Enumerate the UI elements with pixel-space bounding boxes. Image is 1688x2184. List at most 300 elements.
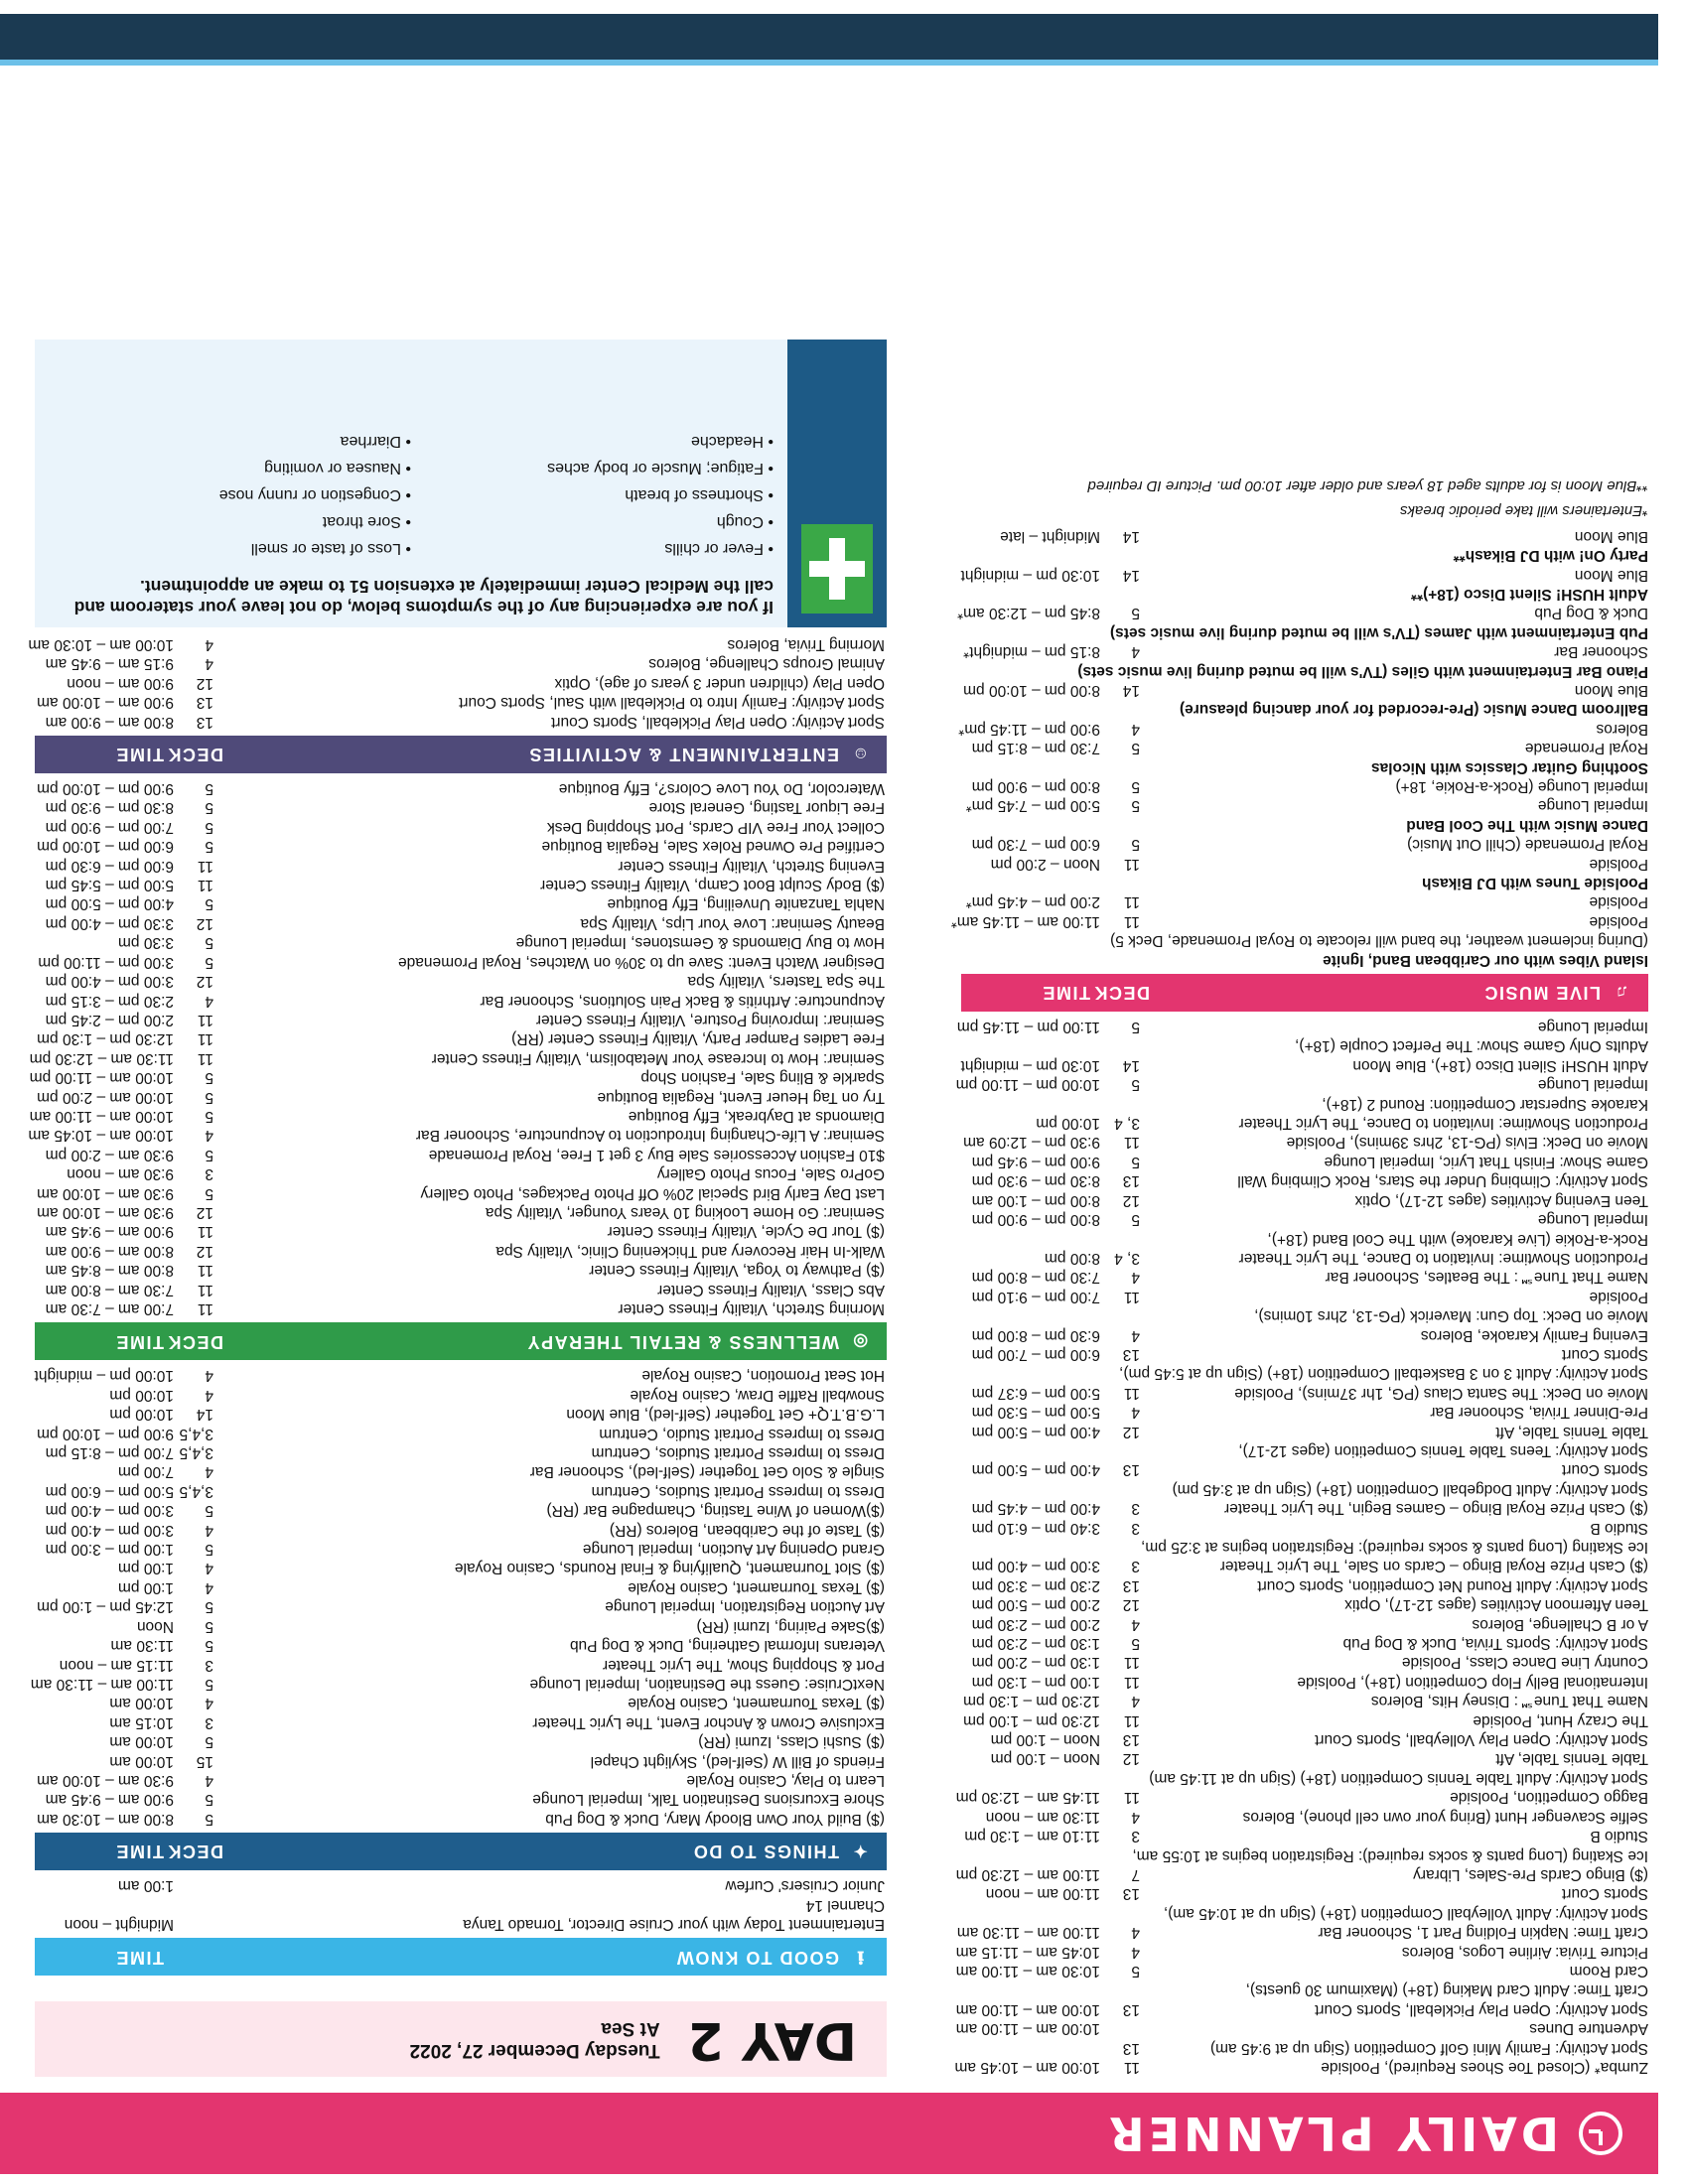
list-item (961, 1036, 1648, 1055)
event-deck: 5 (205, 934, 213, 952)
symptom-item: • Fatigue; Muscle or body aches (547, 459, 774, 477)
event-time: Noon (136, 1617, 174, 1635)
event-name: Evening Family Karaoke, Boleros (1420, 1326, 1648, 1344)
event-deck: 5 (205, 895, 213, 913)
event-name: Sport Activity: Adult Round Net Competition, Sports Court (1257, 1576, 1648, 1594)
list-item (35, 817, 887, 836)
event-deck: 12 (1122, 1423, 1140, 1440)
event-name: Acupuncture: Arthritis & Back Pain Solutions, Schooner Bar (480, 992, 885, 1010)
event-deck: 5 (205, 1069, 213, 1087)
event-name: Ice Skating (Long pants & socks required): Registration begins at 10:55 am, (1132, 1846, 1648, 1864)
event-deck: 15 (196, 1752, 213, 1770)
event-name: Production Showtime: Invitation to Dance, The Lyric Theater (1238, 1249, 1648, 1267)
event-name: Adventure Dunes (1529, 2020, 1648, 2038)
event-deck: 11 (1123, 1384, 1140, 1402)
event-name: Channel 14 (805, 1896, 885, 1914)
list-item (961, 1345, 1648, 1364)
event-name: Poolside (1589, 855, 1648, 873)
list-item (961, 661, 1648, 680)
event-name: Imperial Lounge (1537, 1019, 1648, 1036)
event-name: Veterans Informal Gathering, Duck & Dog Pub (569, 1637, 885, 1655)
event-deck: 5 (205, 1502, 213, 1520)
event-time: 10:00 am – 10:45 am (954, 2059, 1100, 2076)
event-name: Free Ladies Pamper Party, Vitality Fitness Center (RR) (511, 1030, 885, 1048)
event-deck: 5 (1131, 1211, 1140, 1229)
event-time: 7:00 pm – 8:15 pm (45, 1444, 174, 1462)
event-deck: 13 (1122, 2000, 1140, 2018)
event-deck: 4 (1131, 1326, 1140, 1344)
section-deck-header: DECK (166, 745, 223, 765)
event-deck: 4 (1131, 1615, 1140, 1633)
event-time: 7:30 pm – 8:15 pm (971, 740, 1100, 757)
event-name: Karaoke Superstar Competition: Round 2 (18+), (1322, 1095, 1648, 1113)
event-time: 10:00 am – 11:00 am (955, 2020, 1100, 2038)
event-name: Diamonds at Daybreak, Effy Boutique (628, 1107, 885, 1125)
event-name: Sport Activity: Sports Trivia, Duck & Dog Pub (1342, 1635, 1648, 1653)
list-item (35, 952, 887, 971)
event-time: 6:00 pm – 6:30 pm (45, 857, 174, 875)
event-deck: 11 (197, 877, 213, 894)
event-deck: 4 (1131, 1943, 1140, 1961)
event-time: 8:00 pm – 9:00 pm (971, 1211, 1100, 1229)
list-item (35, 1540, 887, 1559)
event-time: 5:00 pm – 7:45 pm* (965, 797, 1100, 815)
event-name: Ballroom Dance Music (Pre-recorded for your dancing pleasure) (1179, 701, 1648, 719)
event-deck: 5 (205, 1184, 213, 1202)
list-item (955, 1075, 1648, 1094)
event-name: Exclusive Crown & Anchor Event, The Lyric Theater (532, 1713, 885, 1731)
list-item (35, 1385, 887, 1404)
event-deck: 5 (205, 780, 213, 798)
event-deck: 4 (1131, 1808, 1140, 1826)
symptom-item: • Diarrhea (340, 432, 411, 450)
event-deck: 5 (1131, 1153, 1140, 1170)
event-deck: 11 (197, 857, 213, 875)
event-time: 8:00 am – 10:30 am (37, 1810, 174, 1828)
planner-banner (0, 2093, 1658, 2174)
day-date (410, 2017, 660, 2061)
section-title: WELLNESS & RETAIL THERAPY (526, 1331, 839, 1352)
event-deck: 3 (1131, 1828, 1140, 1845)
event-time: 11:00 pm – 11:45 pm (956, 1019, 1100, 1036)
section-title: THINGS TO DO (692, 1842, 839, 1862)
event-time: 8:00 pm – 9:00 pm (971, 778, 1100, 795)
event-name: Sport Activity: Open Play Pickleball, Sports Court (1315, 2000, 1648, 2018)
event-time: 10:00 pm – midnight (34, 1367, 174, 1385)
event-time: 10:15 am (109, 1713, 174, 1731)
event-name: Sports Court (1561, 1885, 1648, 1903)
event-name: Animal Groups Challenge, Boleros (648, 655, 885, 673)
event-name: Entertainment Today with your Cruise Director, Tornado Tanya (463, 1916, 885, 1933)
event-time: 3:40 pm – 6:10 pm (971, 1519, 1100, 1537)
list-item (35, 1222, 887, 1241)
list-item (961, 1710, 1648, 1729)
event-deck: 4 (1131, 1269, 1140, 1287)
event-name: ($) Tour De Cycle, Vitality Fitness Center (607, 1223, 885, 1241)
event-name: Imperial Lounge (1537, 797, 1648, 815)
event-name: Seminar: How to Increase Your Metabolism, Vitality Fitness Center (431, 1049, 885, 1067)
list-item (961, 1094, 1648, 1113)
event-name: Soothing Guitar Classics with Nicolas (1370, 758, 1648, 776)
section-live-music (961, 974, 1648, 1012)
event-time: 4:00 pm – 5:00 pm (971, 1423, 1100, 1440)
event-time: 12:30 pm – 1:30 pm (37, 1030, 174, 1048)
event-deck: 11 (1123, 1134, 1140, 1152)
list-item (956, 1018, 1648, 1036)
event-deck: 14 (1122, 566, 1140, 584)
event-name: ($) Sushi Class, Izumi (RR) (698, 1733, 885, 1751)
event-time: 4:00 pm – 5:00 pm (45, 895, 174, 913)
event-deck: 11 (197, 1300, 213, 1318)
event-time: 9:00 am – 9:45 am (45, 1223, 174, 1241)
event-name: Picture Trivia: Airline Logos, Boleros (1401, 1943, 1648, 1961)
event-time: 11:00 am – 11:30 am (30, 1675, 174, 1693)
event-name: Sport Activity: Family Intro to Pickleball with Saul, Sports Court (459, 694, 885, 712)
list-item (961, 1769, 1648, 1788)
list-item (35, 712, 887, 731)
event-time: 10:00 pm (109, 1386, 174, 1404)
section-deck-header: DECK (166, 1331, 223, 1352)
section-wellness (35, 1322, 887, 1360)
list-item (961, 1807, 1648, 1826)
event-deck: 4 (1131, 1693, 1140, 1710)
event-time: 5:00 pm – 5:45 pm (45, 877, 174, 894)
list-item (961, 1903, 1648, 1922)
list-item (961, 1499, 1648, 1518)
event-name: Card Room (1569, 1962, 1648, 1979)
event-name: Sport Activity: Climbing Under the Stars, Rock Climbing Wall (1237, 1172, 1648, 1190)
event-deck: 12 (196, 973, 213, 991)
live-music-list (950, 526, 1648, 969)
event-time: 1:30 pm – 2:00 pm (971, 1654, 1100, 1672)
info-icon: ℹ (856, 1947, 864, 1967)
list-item (35, 1405, 887, 1424)
list-item (35, 1655, 887, 1674)
list-item (961, 1364, 1648, 1383)
event-name: Free Liquor Tasting, General Store (648, 799, 885, 817)
event-name: The Crazy Hunt, Poolside (1473, 1711, 1648, 1729)
event-name: Sport Activity: Open Play Pickleball, Sports Court (551, 713, 885, 731)
list-item (35, 798, 887, 817)
event-time: Noon – 1:00 pm (990, 1750, 1100, 1768)
event-deck: 11 (1123, 2059, 1140, 2076)
event-deck: 14 (1122, 527, 1140, 545)
section-deck-header: DECK (166, 1842, 223, 1862)
event-name: Zumba* (Closed Toe Shoes Required), Poolside (1321, 2059, 1648, 2076)
event-deck: 5 (1131, 1076, 1140, 1094)
event-name: Snowball Raffle Draw, Casino Royale (630, 1386, 885, 1404)
event-name: Table Tennis Table, Aft (1495, 1750, 1648, 1768)
event-name: Teen Afternoon Activities (ages 12-17), Optix (1344, 1596, 1648, 1614)
event-deck: 3 (205, 1713, 213, 1731)
list-item (961, 1190, 1648, 1209)
list-item (961, 1422, 1648, 1440)
event-name: Ice Skating (Long pants & socks required): Registration begins at 3:25 pm, (1141, 1539, 1648, 1557)
event-name: (During inclement weather, the band will relocate to Royal Promenade, Deck 5) (1110, 932, 1648, 950)
event-time: 8:30 pm – 9:30 pm (971, 1172, 1100, 1190)
event-deck: 5 (1131, 836, 1140, 854)
event-deck: 11 (1123, 893, 1140, 911)
event-time: 10:30 am – 11:00 am (955, 1962, 1100, 1979)
list-item (961, 1827, 1648, 1845)
event-name: ($) Cash Prize Royal Bingo – Cards on Sale, The Lyric Theater (1219, 1558, 1648, 1575)
event-deck: 13 (196, 694, 213, 712)
event-deck: 4 (205, 636, 213, 654)
list-item (961, 681, 1648, 700)
event-name: Country Line Dance Class, Poolside (1401, 1654, 1648, 1672)
list-item (35, 991, 887, 1010)
list-item (29, 1048, 887, 1067)
list-item (35, 1087, 887, 1106)
event-deck: 4 (205, 1578, 213, 1596)
list-item (35, 673, 887, 692)
event-name: Imperial Lounge (Rock-a-Rokie, 18+) (1395, 778, 1648, 795)
list-item (961, 835, 1648, 854)
footer-bar (0, 14, 1658, 60)
event-name: Designer Watch Event: Save up to 30% on Watches, Royal Promenade (398, 953, 885, 971)
event-time: 4:00 pm – 4:45 pm (971, 1500, 1100, 1518)
symptom-list (49, 428, 774, 562)
schedule-list (954, 1018, 1648, 2077)
event-time: 5:00 pm – 6:00 pm (45, 1482, 174, 1500)
event-deck: 11 (197, 1262, 213, 1280)
event-time: 9:00 pm – 11:45 pm* (958, 720, 1100, 738)
event-name: ($) Texas Tournament, Casino Royale (628, 1695, 885, 1712)
event-deck: 12 (1122, 1596, 1140, 1614)
list-item (955, 1999, 1648, 2018)
list-item (35, 1694, 887, 1712)
event-deck: 11 (197, 1223, 213, 1241)
event-name: Teen Evening Activities (ages 12-17), Optix (1354, 1191, 1648, 1209)
list-item (957, 604, 1648, 622)
event-time: 10:30 pm – midnight (960, 1056, 1100, 1074)
list-item (961, 739, 1648, 757)
event-name: Art Auction Registration, Imperial Lounge (605, 1598, 885, 1616)
things-to-do-list (30, 1366, 887, 1829)
list-item (961, 950, 1648, 969)
event-name: The Spa Tasters, Vitality Spa (687, 973, 885, 991)
event-time: 6:00 pm – 7:00 pm (971, 1345, 1100, 1363)
footnote: **Blue Moon is for adults aged 18 years and older after 10:00 pm. Picture ID required (1087, 478, 1648, 495)
list-item (961, 874, 1648, 892)
event-deck: 5 (205, 953, 213, 971)
event-time: 10:00 pm (109, 1406, 174, 1424)
list-item (961, 565, 1648, 584)
event-deck: 5 (205, 1810, 213, 1828)
event-deck: 4 (205, 1386, 213, 1404)
planner-title: DAILY PLANNER (1105, 2107, 1559, 2160)
event-name: ($) Taste of the Caribbean, Boleros (RR) (609, 1521, 885, 1539)
event-deck: 13 (1122, 1172, 1140, 1190)
event-time: 12:30 pm – 1:00 pm (963, 1711, 1100, 1729)
event-time: 9:15 am – 9:45 am (45, 655, 174, 673)
event-time: 10:00 am (109, 1752, 174, 1770)
event-deck: 11 (1123, 912, 1140, 930)
event-deck: 3, 4 (1114, 1249, 1140, 1267)
event-name: Walk-In Hair Recovery and Thickening Clinic, Vitality Spa (495, 1242, 885, 1260)
event-name: Royal Promenade (Chill Out Music) (1407, 836, 1648, 854)
event-time: 3:30 pm – 4:00 pm (45, 914, 174, 932)
event-time: 9:00 am – noon (67, 674, 174, 692)
event-time: 7:00 pm – 9:00 pm (45, 818, 174, 836)
section-time-header: TIME (115, 1947, 164, 1968)
list-item (961, 1575, 1648, 1594)
event-deck: 5 (1131, 797, 1140, 815)
event-deck: 5 (1131, 1019, 1140, 1036)
event-name: Movie on Deck: The Santa Claus (PG, 1hr 37mins), Poolside (1234, 1384, 1648, 1402)
event-deck: 5 (205, 838, 213, 856)
list-item (29, 1068, 887, 1087)
event-deck: 5 (1131, 605, 1140, 622)
list-item (961, 1634, 1648, 1653)
event-time: 2:00 pm – 2:30 pm (971, 1615, 1100, 1633)
event-time: 10:00 am (109, 1733, 174, 1751)
right-column (28, 340, 887, 2077)
list-item (29, 1107, 887, 1126)
list-item (961, 1383, 1648, 1402)
event-time: 1:00 am (117, 1877, 174, 1895)
list-item (35, 1732, 887, 1751)
event-deck: 3,4,5 (179, 1425, 213, 1442)
event-name: Last Day Early Bird Special 20% Off Photo Packages, Photo Gallery (420, 1184, 885, 1202)
list-item (35, 1164, 887, 1183)
list-item (35, 1712, 887, 1731)
event-time: 1:30 pm – 2:30 pm (971, 1635, 1100, 1653)
event-time: 4:00 pm – 5:00 pm (971, 1461, 1100, 1479)
event-time: 10:00 am – 2:00 pm (37, 1088, 174, 1106)
event-time: 3:00 pm – 4:00 pm (45, 1502, 174, 1520)
list-item (961, 1460, 1648, 1479)
event-name: Poolside (1589, 893, 1648, 911)
event-time: 7:00 pm – 9:10 pm (971, 1288, 1100, 1305)
event-name: Seminar: A Life-Changing Introduction to Acupuncture, Schooner Bar (415, 1127, 885, 1145)
list-item (961, 1518, 1648, 1537)
event-time: 2:30 pm – 3:15 pm (45, 992, 174, 1010)
list-item (961, 892, 1648, 911)
event-name: Rock-a-Rokie (Live Karaoke) with The Cool Band (18+), (1267, 1230, 1648, 1248)
event-name: $10 Fashion Accessories Sale Buy 3 get 1 Free, Royal Promenade (428, 1146, 885, 1163)
event-deck: 11 (197, 1281, 213, 1298)
event-time: Midnight – noon (64, 1916, 174, 1933)
event-time: 11:15 am – noon (59, 1656, 174, 1674)
event-name: ($) Bingo Cards Pre-Sales, Library (1413, 1865, 1648, 1883)
event-name: Dress to Impress Portrait Studios, Centrum (591, 1482, 885, 1500)
left-column (950, 477, 1648, 2077)
event-time: 6:00 pm – 7:30 pm (971, 836, 1100, 854)
event-time: 1:00 pm – 3:00 pm (45, 1541, 174, 1559)
event-deck: 5 (205, 1146, 213, 1163)
event-name: Poolside (1589, 1288, 1648, 1305)
list-item (961, 796, 1648, 815)
event-name: GoPro Sale, Focus Photo Gallery (656, 1165, 885, 1183)
list-item (35, 1520, 887, 1539)
event-time: 9:00 pm – 9:45 pm (971, 1153, 1100, 1170)
event-deck: 11 (1123, 1789, 1140, 1807)
entertainment-list (28, 635, 887, 732)
event-name: ($) Build Your Own Bloody Mary, Duck & Dog Pub (545, 1810, 885, 1828)
list-item (961, 1249, 1648, 1268)
event-name: Sport Activity: Family Mini Golf Competition (Sign up at 9:45 am) (1209, 2039, 1648, 2057)
section-time-header: TIME (115, 1331, 164, 1352)
event-deck: 5 (205, 1791, 213, 1809)
event-name: Nahla Tanzanite Unveiling, Effy Boutique (607, 895, 885, 913)
event-name: Pre-Dinner Trivia, Schooner Bar (1430, 1404, 1648, 1422)
list-item (955, 1942, 1648, 1961)
event-deck: 5 (205, 1733, 213, 1751)
event-deck: 5 (205, 1617, 213, 1635)
event-name: Friends of Bill W (Self-led), Skylight Chapel (590, 1752, 885, 1770)
event-deck: 13 (1122, 1885, 1140, 1903)
event-time: 1:00 pm (117, 1560, 174, 1577)
event-deck: 11 (197, 1049, 213, 1067)
event-time: 10:00 am (109, 1695, 174, 1712)
event-name: Port & Shopping Show, The Lyric Theater (602, 1656, 885, 1674)
list-item (961, 2038, 1648, 2057)
event-name: ($)Women of Wine Tasting, Champagne Bar (RR) (546, 1502, 885, 1520)
list-item (961, 1403, 1648, 1422)
event-time: 3:00 pm – 11:00 pm (38, 953, 174, 971)
event-name: Sport Activity: Adult 3 on 3 Basketball Competition (18+) (Sign up at 5:45 pm), (1119, 1365, 1648, 1383)
event-time: 7:30 pm – 8:00 pm (971, 1269, 1100, 1287)
list-item (35, 876, 887, 894)
event-deck: 11 (197, 1011, 213, 1028)
event-name: Grand Opening Art Auction, Imperial Lounge (582, 1541, 885, 1559)
event-deck: 5 (205, 799, 213, 817)
event-time: 10:00 am – 10:45 am (28, 1127, 174, 1145)
event-time: 11:45 am – 12:30 pm (955, 1789, 1100, 1807)
event-time: 9:30 am – 10:00 am (37, 1771, 174, 1789)
event-deck: 12 (1122, 1750, 1140, 1768)
list-item (35, 1559, 887, 1577)
event-deck: 5 (1131, 740, 1140, 757)
event-time: 2:00 pm – 5:00 pm (971, 1596, 1100, 1614)
symptom-item: • Headache (691, 432, 774, 450)
list-item (961, 1306, 1648, 1325)
symptom-item: • Sore throat (322, 512, 411, 530)
event-deck: 14 (196, 1406, 213, 1424)
mask-icon: ☺ (850, 745, 870, 764)
event-deck: 13 (1122, 2039, 1140, 2057)
list-item (35, 1366, 887, 1385)
event-deck: 4 (1131, 1404, 1140, 1422)
list-item (35, 1751, 887, 1770)
list-item (35, 1462, 887, 1481)
list-item (961, 1114, 1648, 1133)
event-name: Adult HUSH! Silent Disco (18+)** (1411, 585, 1648, 603)
event-deck: 3 (205, 1656, 213, 1674)
event-name: Evening Stretch, Vitality Fitness Center (618, 857, 885, 875)
event-deck: 11 (1123, 1288, 1140, 1305)
event-name: ($) Cash Prize Royal Bingo – Games Begin, The Lyric Theater (1223, 1500, 1648, 1518)
symptom-item: • Fever or chills (664, 539, 774, 557)
event-time: 8:00 am – 9:00 am (45, 713, 174, 731)
day-location: At Sea (601, 2018, 660, 2039)
list-item (956, 1923, 1648, 1942)
event-time: 12:30 pm – 1:30 pm (963, 1693, 1100, 1710)
sparkle-icon: ✦ (852, 1842, 868, 1861)
list-item (30, 1675, 887, 1694)
event-time: 8:00 pm – 10:00 pm (963, 681, 1100, 699)
list-item (961, 1538, 1648, 1557)
list-item (961, 1614, 1648, 1633)
event-time: 10:00 am – 10:30 am (28, 636, 174, 654)
spa-icon: ◎ (851, 1331, 869, 1351)
event-deck: 12 (196, 1204, 213, 1221)
event-deck: 3 (1131, 1558, 1140, 1575)
medical-notice (35, 340, 887, 627)
event-name: Poolside (1589, 912, 1648, 930)
event-time: 10:00 am – 11:00 am (29, 1107, 174, 1125)
